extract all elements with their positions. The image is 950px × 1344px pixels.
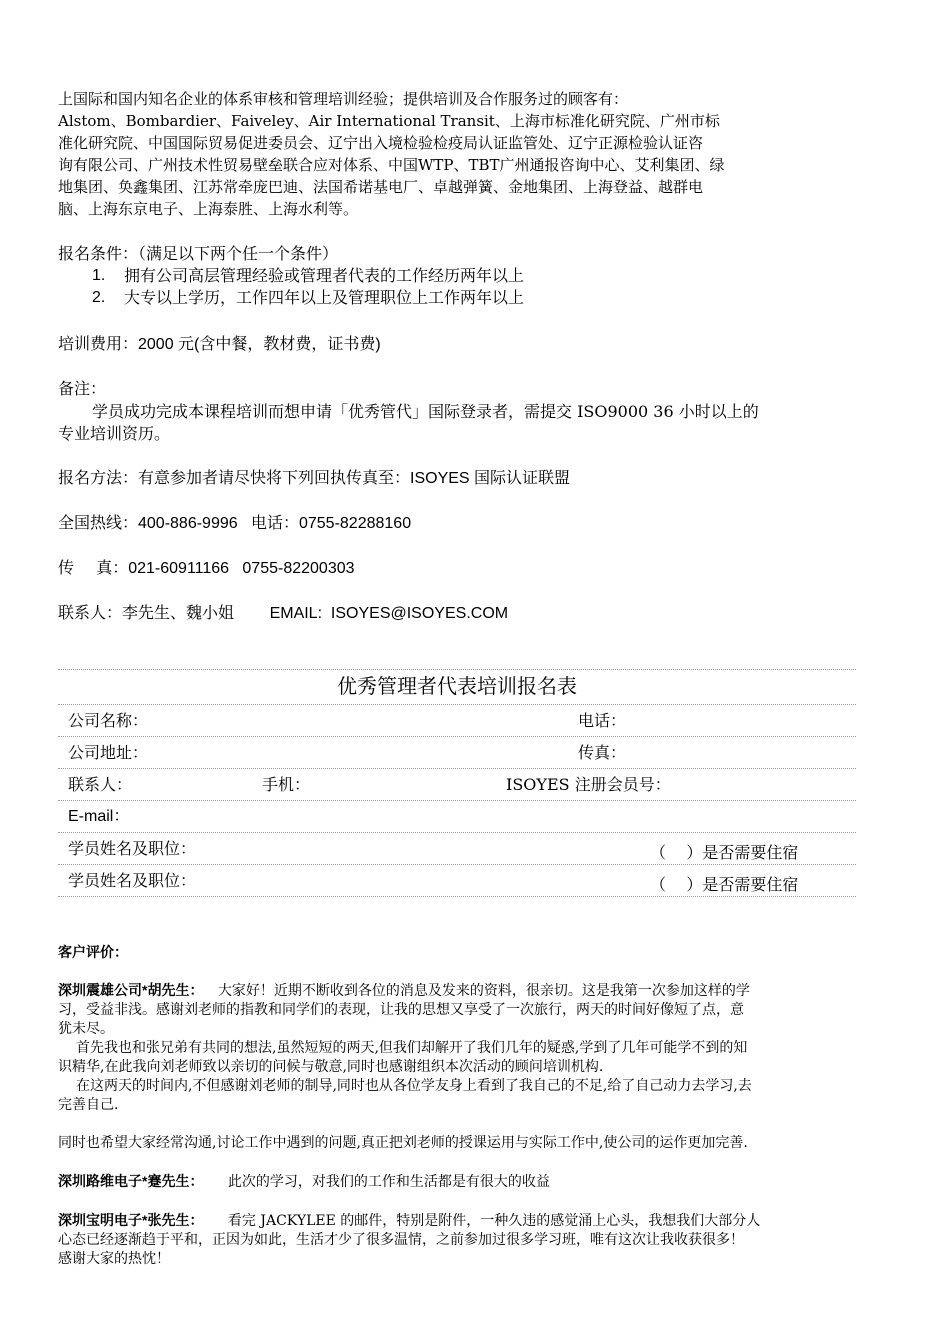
company-address-field[interactable]: 公司地址：	[68, 743, 149, 762]
training-fee: 培训费用：2000 元(含中餐，教材费，证书费)	[58, 336, 381, 353]
hotline: 全国热线：400-886-9996 电话：0755-82288160	[58, 515, 412, 532]
review-text: 感谢大家的热忱！	[58, 1251, 170, 1267]
review-text: 完善自己.	[58, 1097, 119, 1113]
email-field[interactable]: E-mail：	[68, 808, 130, 825]
notes-section	[58, 379, 893, 445]
form-row	[58, 768, 856, 800]
list-item	[58, 287, 893, 309]
review-text: 此次的学习，对我们的工作和生活都是有很大的收益	[227, 1174, 550, 1190]
registration-form	[58, 669, 856, 897]
review-text: 在这两天的时间内,不但感谢刘老师的制导,同时也从各位学友身上看到了我自己的不足,给了自己动力去学习,去	[76, 1078, 752, 1094]
customer-reviews	[58, 943, 893, 1269]
reviews-label: 客户评价：	[58, 944, 128, 960]
review-text: 同时也希望大家经常沟通,讨论工作中遇到的问题,真正把刘老师的授课运用与实际工作中,使公司的运作更加完善.	[58, 1135, 748, 1151]
conditions-list	[58, 265, 893, 309]
list-number: 1.	[92, 267, 106, 284]
form-row	[58, 800, 856, 832]
notes-text: 学员成功完成本课程培训而想申请「优秀管代」国际登录者，需提交 ISO9000 36 小时以上的	[92, 402, 759, 421]
contact-person-field[interactable]: 联系人：	[68, 775, 133, 794]
intro-line: 上国际和国内知名企业的体系审核和管理培训经验；提供培训及合作服务过的顾客有：	[58, 90, 629, 108]
lodging-checkbox[interactable]: （ ）是否需要住宿	[650, 875, 799, 894]
student-name-field[interactable]: 学员姓名及职位：	[68, 871, 197, 890]
fax-line: 传 真：021-60911166 0755-82200303	[58, 560, 355, 577]
conditions-section	[58, 243, 893, 309]
reviewer-name: 深圳路维电子*蹇先生：	[58, 1173, 204, 1189]
conditions-label: 报名条件：（满足以下两个任一个条件）	[58, 244, 339, 263]
review-text: 心态已经逐渐趋于平和，正因为如此，生活才少了很多温情，之前参加过很多学习班，唯有这次让我收获很多！	[58, 1232, 744, 1248]
lodging-checkbox[interactable]: （ ）是否需要住宿	[650, 843, 799, 862]
form-row	[58, 864, 856, 897]
form-row	[58, 736, 856, 768]
student-name-field[interactable]: 学员姓名及职位：	[68, 839, 197, 858]
intro-paragraph	[58, 88, 893, 220]
intro-line: 询有限公司、广州技术性贸易壁垒联合应对体系、中国WTP、TBT广州通报咨询中心、艾利集团、绿	[58, 156, 725, 174]
intro-line: Alstom、Bombardier、Faiveley、Air International Transit、上海市标准化研究院、广州市标	[58, 112, 720, 130]
review-paragraph	[58, 981, 893, 1001]
intro-line: 准化研究院、中国国际贸易促进委员会、辽宁出入境检验检疫局认证监管处、辽宁正源检验认证咨	[58, 134, 704, 152]
review-text: 看完 JACKYLEE 的邮件，特别是附件，一种久违的感觉涌上心头，我想我们大部分人	[227, 1213, 761, 1229]
review-text: 习，受益非浅。感谢刘老师的指教和同学们的表现，让我的思想又享受了一次旅行，两天的时间好像短了点，意	[58, 1002, 744, 1018]
review-text: 识精华,在此我向刘老师致以亲切的问候与敬意,同时也感谢组织本次活动的顾问培训机构.	[58, 1059, 604, 1075]
intro-line: 脑、上海东京电子、上海泰胜、上海水利等。	[58, 200, 359, 218]
list-text: 大专以上学历，工作四年以上及管理职位上工作两年以上	[124, 288, 525, 307]
review-text: 犹未尽。	[58, 1021, 114, 1037]
form-row	[58, 832, 856, 864]
review-paragraph	[58, 1172, 893, 1192]
member-number-field[interactable]: ISOYES 注册会员号：	[506, 775, 671, 794]
phone-field[interactable]: 电话：	[578, 711, 627, 730]
notes-text: 专业培训资历。	[58, 424, 171, 443]
form-title: 优秀管理者代表培训报名表	[58, 669, 856, 704]
reviewer-name: 深圳宝明电子*张先生：	[58, 1212, 204, 1228]
form-row	[58, 704, 856, 736]
review-text: 首先我也和张兄弟有共同的想法,虽然短短的两天,但我们却解开了我们几年的疑惑,学到了几年可能学不到的知	[76, 1040, 748, 1056]
list-number: 2.	[92, 289, 106, 306]
reviewer-name: 深圳震雄公司*胡先生：	[58, 982, 204, 998]
notes-label: 备注：	[58, 381, 107, 398]
review-paragraph	[58, 1211, 893, 1231]
contact-line: 联系人：李先生、魏小姐 EMAIL: ISOYES@ISOYES.COM	[58, 605, 509, 622]
signup-method: 报名方法：有意参加者请尽快将下列回执传真至：ISOYES 国际认证联盟	[58, 470, 571, 487]
intro-line: 地集团、奂鑫集团、江苏常牵庞巴迪、法国希诺基电厂、卓越弹簧、金地集团、上海登益、越群电	[58, 178, 704, 196]
review-text: 大家好！近期不断收到各位的消息及发来的资料，很亲切。这是我第一次参加这样的学	[217, 983, 750, 999]
mobile-field[interactable]: 手机：	[262, 775, 311, 794]
company-name-field[interactable]: 公司名称：	[68, 711, 149, 730]
fax-field[interactable]: 传真：	[578, 743, 627, 762]
list-text: 拥有公司高层管理经验或管理者代表的工作经历两年以上	[124, 266, 525, 285]
list-item	[58, 265, 893, 287]
